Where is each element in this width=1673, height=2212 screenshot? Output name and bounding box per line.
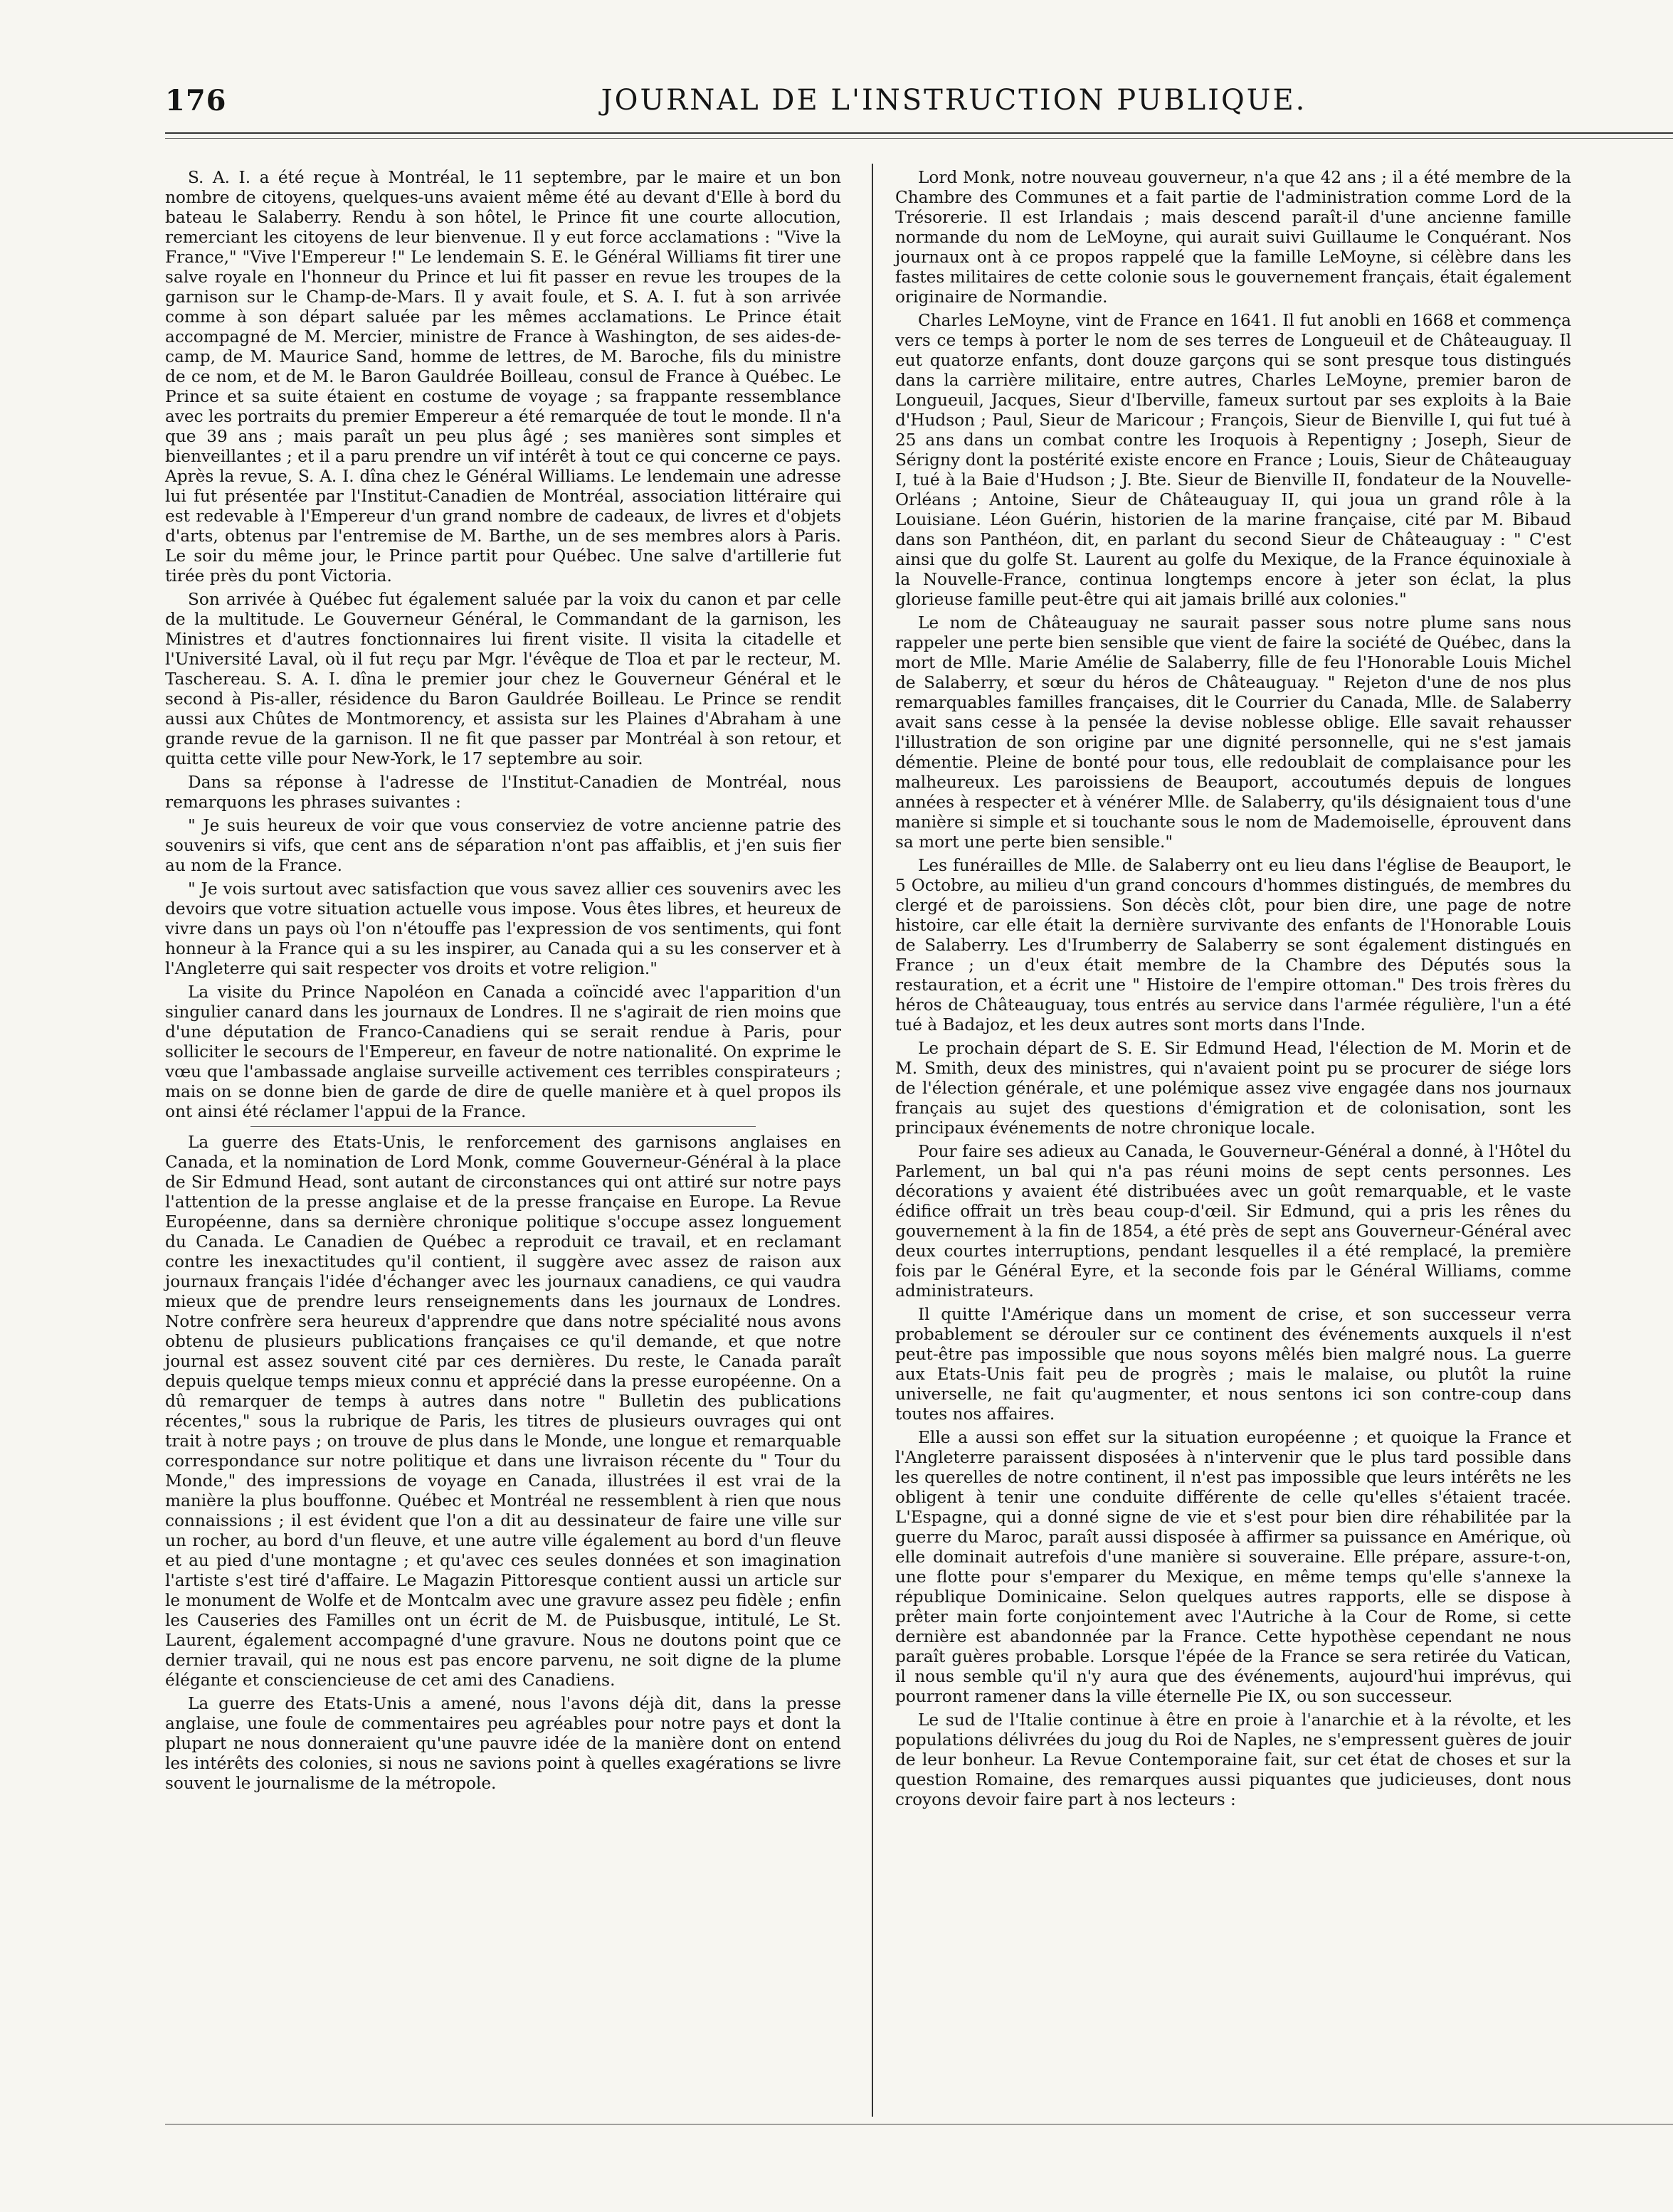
paragraph: Charles LeMoyne, vint de France en 1641. Il fut anobli en 1668 et commença vers ce temps à porter le nom de ses terres de Longueuil et de Châteauguay. Il eut quatorze enfants, dont douze garçons qui se sont presque tous distingués dans la carrière militaire, entre autres, Charles LeMoyne, premier baron de Longueuil, Jacques, Sieur d'Iberville, fameux surtout par ses exploits à la Baie d'Hudson ; Paul, Sieur de Maricour ; François, Sieur de Bienville I, qui fut tué à 25 ans dans un combat contre les Iroquois à Repentigny ; Joseph, Sieur de Sérigny dont la postérité existe encore en France ; Louis, Sieur de Châteauguay I, tué à la Baie d'Hudson ; J. Bte. Sieur de Bienville II, fondateur de la Nouvelle-Orléans ; Antoine, Sieur de Châteauguay II, qui joua un grand rôle à la Louisiane. Léon Guérin, historien de la marine française, cité par M. Bibaud dans son Panthéon, dit, en parlant du second Sieur de Châteauguay : " C'est ainsi que du golfe St. Laurent au golfe du Mexique, de la France équinoxiale à la Nouvelle-France, continua longtemps encore à jeter son éclat, la plus glorieuse famille peut-être qui ait jamais brillé aux colonies." [895,311,1571,609]
left-column [165,168,841,1797]
right-column [895,168,1571,1814]
page-number: 176 [165,84,227,117]
paragraph: Lord Monk, notre nouveau gouverneur, n'a que 42 ans ; il a été membre de la Chambre des Communes et a fait partie de l'administration comme Lord de la Trésorerie. Il est Irlandais ; mais descend paraît-il d'une ancienne famille normande du nom de LeMoyne, qui aurait suivi Guillaume le Conquérant. Nos journaux ont à ce propos rappelé que la famille LeMoyne, si célèbre dans les fastes militaires de cette colonie sous le gouvernement français, était également originaire de Normandie. [895,168,1571,307]
paragraph: Son arrivée à Québec fut également saluée par la voix du canon et par celle de la multitude. Le Gouverneur Général, le Commandant de la garnison, les Ministres et d'autres fonctionnaires lui firent visite. Il visita la citadelle et l'Université Laval, où il fut reçu par Mgr. l'évêque de Tloa et par le recteur, M. Taschereau. S. A. I. dîna le premier jour chez le Gouverneur Général et le second à Pis-aller, résidence du Baron Gauldrée Boilleau. Le Prince se rendit aussi aux Chûtes de Montmorency, et assista sur les Plaines d'Abraham à une grande revue de la garnison. Il ne fit que passer par Montréal à son retour, et quitta cette ville pour New-York, le 17 septembre au soir. [165,590,841,768]
paragraph: La guerre des Etats-Unis, le renforcement des garnisons anglaises en Canada, et la nomination de Lord Monk, comme Gouverneur-Général à la place de Sir Edmund Head, sont autant de circonstances qui ont attiré sur notre pays l'attention de la presse anglaise et de la presse française en Europe. La Revue Européenne, dans sa dernière chronique politique s'occupe assez longuement du Canada. Le Canadien de Québec a reproduit ce travail, et en reclamant contre les inexactitudes qu'il contient, il suggère avec assez de raison aux journaux français l'idée d'échanger avec les journaux canadiens, ce qui vaudra mieux que de prendre leurs renseignements dans les journaux de Londres. Notre confrère sera heureux d'apprendre que dans notre spécialité nous avons obtenu de plusieurs publications françaises ce qu'il demande, et que notre journal est assez souvent cité par ces dernières. Du reste, le Canada paraît depuis quelque temps mieux connu et apprécié dans la presse européenne. On a dû remarquer de temps à autres dans notre " Bulletin des publications récentes," sous la rubrique de Paris, les titres de plusieurs ouvrages qui ont trait à notre pays ; on trouve de plus dans le Monde, une longue et remarquable correspondance sur notre politique et dans une livraison récente du " Tour du Monde," des impressions de voyage en Canada, illustrées il est vrai de la manière la plus bouffonne. Québec et Montréal ne ressemblent à rien que nous connaissions ; il est évident que l'on a dit au dessinateur de faire une ville sur un rocher, au bord d'un fleuve, et une autre ville également au bord d'un fleuve et au pied d'une montagne ; et qu'avec ces seules données et son imagination l'artiste s'est tiré d'affaire. Le Magazin Pittoresque contient aussi un article sur le monument de Wolfe et de Montcalm avec une gravure assez peu fidèle ; enfin les Causeries des Familles ont un écrit de M. de Puisbusque, intitulé, Le St. Laurent, également accompagné d'une gravure. Nous ne doutons point que ce dernier travail, qui ne nous est pas encore parvenu, ne soit digne de la plume élégante et consciencieuse de cet ami des Canadiens. [165,1133,841,1690]
paragraph: S. A. I. a été reçue à Montréal, le 11 septembre, par le maire et un bon nombre de citoyens, quelques-uns avaient même été au devant d'Elle à bord du bateau le Salaberry. Rendu à son hôtel, le Prince fit une courte allocution, remerciant les citoyens de leur bienvenue. Il y eut force acclamations : "Vive la France," "Vive l'Empereur !" Le lendemain S. E. le Général Williams fit tirer une salve royale en l'honneur du Prince et lui fit passer en revue les troupes de la garnison sur le Champ-de-Mars. Il y avait foule, et S. A. I. fut à son arrivée comme à son départ saluée par les mêmes acclamations. Le Prince était accompagné de M. Mercier, ministre de France à Washington, de ses aides-de-camp, de M. Maurice Sand, homme de lettres, de M. Baroche, fils du ministre de ce nom, et de M. le Baron Gauldrée Boilleau, consul de France à Québec. Le Prince et sa suite étaient en costume de voyage ; sa frappante ressemblance avec les portraits du premier Empereur a été remarquée de tout le monde. Il n'a que 39 ans ; mais paraît un peu plus âgé ; ses manières sont simples et bienveillantes ; et il a paru prendre un vif intérêt à tout ce qui concerne ce pays. Après la revue, S. A. I. dîna chez le Général Williams. Le lendemain une adresse lui fut présentée par l'Institut-Canadien de Montréal, association littéraire qui est redevable à l'Empereur d'un grand nombre de cadeaux, de livres et d'objets d'arts, obtenus par l'entremise de M. Barthe, un de ses membres alors à Paris. Le soir du même jour, le Prince partit pour Québec. Une salve d'artillerie fut tirée près du pont Victoria. [165,168,841,586]
paragraph: Elle a aussi son effet sur la situation européenne ; et quoique la France et l'Angleterre paraissent disposées à n'intervenir que le plus tard possible dans les querelles de notre continent, il n'est pas impossible que leurs intérêts ne les obligent à tenir une conduite différente de celle qu'elles s'étaient tracée. L'Espagne, qui a donné signe de vie et s'est pour bien dire réhabilitée par la guerre du Maroc, paraît aussi disposée à affirmer sa puissance en Amérique, où elle dominait autrefois d'une manière si souveraine. Elle prépare, assure-t-on, une flotte pour s'emparer du Mexique, en même temps qu'elle s'annexe la république Dominicaine. Selon quelques autres rapports, elle se dispose à prêter main forte conjointement avec l'Autriche à la Cour de Rome, si cette dernière est abandonnée par la France. Cette hypothèse cependant ne nous paraît guères probable. Lorsque l'épée de la France se sera retirée du Vatican, il nous semble qu'il n'y aura que des événements, aujourd'hui imprévus, qui pourront ramener dans la ville éternelle Pie IX, ou son successeur. [895,1428,1571,1706]
paragraph: La visite du Prince Napoléon en Canada a coïncidé avec l'apparition d'un singulier canard dans les journaux de Londres. Il ne s'agirait de rien moins que d'une députation de Franco-Canadiens qui se serait rendue à Paris, pour solliciter le secours de l'Empereur, en faveur de notre nationalité. On exprime le vœu que l'ambassade anglaise surveille activement ces terribles conspirateurs ; mais on se donne bien de garde de dire de quelle manière et à quel propos ils ont ainsi été réclamer l'appui de la France. [165,983,841,1121]
quote-paragraph: " Je vois surtout avec satisfaction que vous savez allier ces souvenirs avec les devoirs que votre situation actuelle vous impose. Vous êtes libres, et heureux de vivre dans un pays où l'on n'étouffe pas l'expression de vos sentiments, qui font honneur à la France qui a su les inspirer, au Canada qui a su les conserver et à l'Angleterre qui sait respecter vos droits et votre religion." [165,879,841,978]
paragraph: Le nom de Châteauguay ne saurait passer sous notre plume sans nous rappeler une perte bien sensible que vient de faire la société de Québec, dans la mort de Mlle. Marie Amélie de Salaberry, fille de feu l'Honorable Louis Michel de Salaberry, et sœur du héros de Châteauguay. " Rejeton d'une de nos plus remarquables familles françaises, dit le Courrier du Canada, Mlle. de Salaberry avait sans cesse à la pensée la devise noblesse oblige. Elle savait rehausser l'illustration de son origine par une dignité personnelle, qui ne s'est jamais démentie. Pleine de bonté pour tous, elle redoublait de complaisance pour les malheureux. Les paroissiens de Beauport, accoutumés depuis de longues années à respecter et à vénérer Mlle. de Salaberry, qu'ils désignaient tous d'une manière si simple et si touchante sous le nom de Mademoiselle, éprouvent dans sa mort une perte bien sensible." [895,613,1571,852]
section-divider [250,1126,756,1127]
paragraph: Les funérailles de Mlle. de Salaberry ont eu lieu dans l'église de Beauport, le 5 Octobre, au milieu d'un grand concours d'hommes distingués, de membres du clergé et de paroissiens. Son décès clôt, pour bien dire, une page de notre histoire, car elle était la dernière survivante des enfants de l'Honorable Louis de Salaberry. Les d'Irumberry de Salaberry se sont également distingués en France ; un d'eux était membre de la Chambre des Députés sous la restauration, et a écrit une " Histoire de l'empire ottoman." Des trois frères du héros de Châteauguay, tous entrés au service dans l'armée régulière, l'un a été tué à Badajoz, et les deux autres sont morts dans l'Inde. [895,856,1571,1034]
paragraph: Il quitte l'Amérique dans un moment de crise, et son successeur verra probablement se dérouler sur ce continent des événements auxquels il n'est peut-être pas impossible que nous soyons mêlés bien malgré nous. La guerre aux Etats-Unis fait peu de progrès ; mais le malaise, ou plutôt la ruine universelle, ne fait qu'augmenter, et nous sentons ici son contre-coup dans toutes nos affaires. [895,1305,1571,1424]
paragraph: Le prochain départ de S. E. Sir Edmund Head, l'élection de M. Morin et de M. Smith, deux des ministres, qui n'avaient point pu se procurer de siége lors de l'élection générale, et une polémique assez vive engagée dans nos journaux français au sujet des questions d'émigration et de colonisation, sont les principaux événements de notre chronique locale. [895,1039,1571,1138]
journal-title: JOURNAL DE L'INSTRUCTION PUBLIQUE. [601,84,1307,117]
paragraph: La guerre des Etats-Unis a amené, nous l'avons déjà dit, dans la presse anglaise, une foule de commentaires peu agréables pour notre pays et dont la plupart ne nous donneraient qu'une pauvre idée de la manière dont on entend les intérêts des colonies, si nous ne savions point à quelles exagérations se livre souvent le journalisme de la métropole. [165,1694,841,1793]
paragraph: Le sud de l'Italie continue à être en proie à l'anarchie et à la révolte, et les populations délivrées du joug du Roi de Naples, ne s'empressent guères de jouir de leur bonheur. La Revue Contemporaine fait, sur cet état de choses et sur la question Romaine, des remarques aussi piquantes que judicieuses, dont nous croyons devoir faire part à nos lecteurs : [895,1710,1571,1809]
paragraph: Dans sa réponse à l'adresse de l'Institut-Canadien de Montréal, nous remarquons les phrases suivantes : [165,773,841,812]
quote-paragraph: " Je suis heureux de voir que vous conserviez de votre ancienne patrie des souvenirs si vifs, que cent ans de séparation n'ont pas affaiblis, et j'en suis fier au nom de la France. [165,816,841,875]
column-divider [872,164,873,2117]
header-rule [165,132,1673,139]
paragraph: Pour faire ses adieux au Canada, le Gouverneur-Général a donné, à l'Hôtel du Parlement, un bal qui n'a pas réuni moins de sept cents personnes. Les décorations y avaient été distribuées avec un goût remarquable, et le vaste édifice offrait un très beau coup-d'œil. Sir Edmund, qui a pris les rênes du gouvernement à la fin de 1854, a été près de sept ans Gouverneur-Général avec deux courtes interruptions, pendant lesquelles il a été remplacé, la première fois par le Général Eyre, et la seconde fois par le Général Williams, comme administrateurs. [895,1142,1571,1301]
